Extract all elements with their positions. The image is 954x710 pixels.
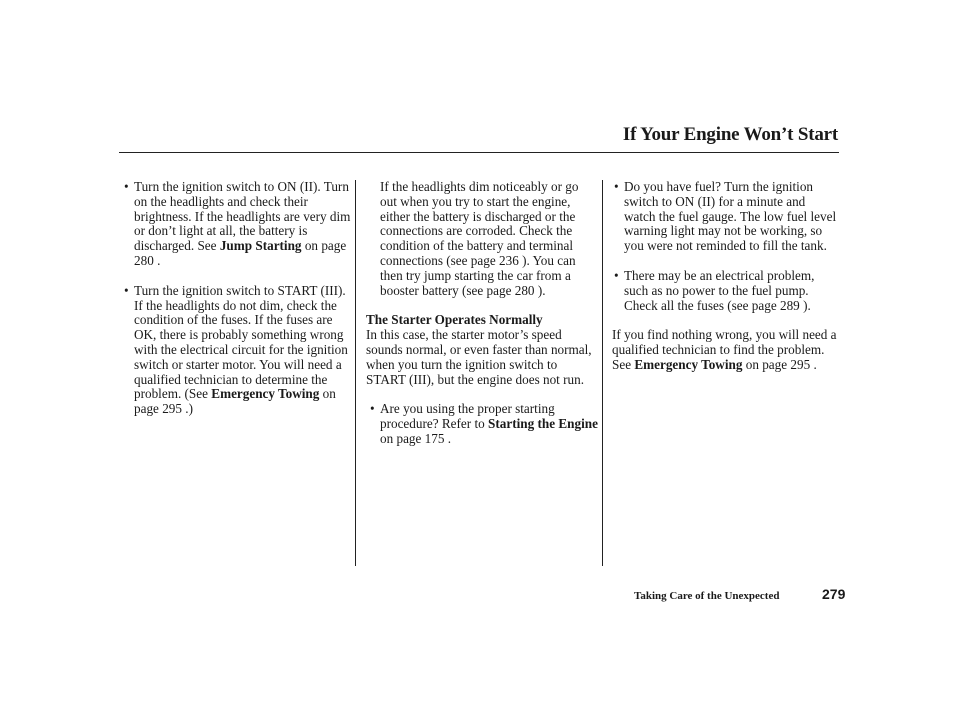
cross-reference-starting-engine[interactable]: Starting the Engine [488,416,598,432]
column-1 [122,180,352,432]
page-title: If Your Engine Won’t Start [622,124,838,145]
bullet-text: There may be an electrical problem, such as no power to the fuel pump. Check all the fuses (see page 289 ). [624,267,815,313]
title-rule [119,152,839,153]
bullet-item-fuel-check [612,180,837,254]
bullet-item-starting-procedure [368,402,598,446]
paragraph-headlights-dim: If the headlights dim noticeably or go out when you try to start the engine, either the battery is discharged or the connections are corroded. Check the condition of the battery and terminal connections (see page 236 ). You can then try jump starting the car from a booster battery (see page 280 ). [380,179,579,298]
bullet-icon: • [614,179,619,194]
column-2 [366,180,598,462]
section-heading-starter-operates: The Starter Operates Normally [366,312,543,328]
column-divider-2 [602,180,603,566]
bullet-item-electrical-problem [612,269,837,313]
bullet-text: Do you have fuel? Turn the ignition switch to ON (II) for a minute and watch the fuel gauge. The low fuel level warning light may not be working, so you were not reminded to fill the tank. [624,179,837,254]
cross-reference-jump-starting[interactable]: Jump Starting [219,238,302,254]
paragraph-starter-normal: In this case, the starter motor’s speed sounds normal, or even faster than normal, when you turn the ignition switch to START (III), but the engine does not run. [366,327,592,387]
cross-reference-emergency-towing[interactable]: Emergency Towing [634,356,743,372]
page-number: 279 [822,586,846,602]
paragraph-text: If you find nothing wrong, you will need a qualified technician to find the problem. See [612,327,837,372]
cross-reference-emergency-towing[interactable]: Emergency Towing [211,386,320,402]
page-reference: on page 280 . [134,238,347,268]
paragraph-nothing-wrong [612,328,837,372]
bullet-text: Turn the ignition switch to START (III). If the headlights do not dim, check the condition of the fuses. If the fuses are OK, there is probably something wrong with the electrical circuit for the ignition switch or starter motor. You will need a qualified technician to determine the problem. (See [134,282,348,402]
footer-section-title: Taking Care of the Unexpected [634,590,780,602]
bullet-icon: • [370,401,375,417]
bullet-icon: • [124,179,129,194]
page-reference: on page 175 . [380,430,452,446]
bullet-item-headlights-check [122,180,352,269]
bullet-icon: • [124,282,129,298]
page-reference: on page 295 .) [134,386,336,417]
bullet-icon: • [614,267,619,283]
column-divider-1 [355,180,356,566]
page-reference: on page 295 . [745,356,817,372]
bullet-text: Are you using the proper starting procedure? Refer to [380,401,555,432]
bullet-text: Turn the ignition switch to ON (II). Turn on the headlights and check their brightness. If the headlights are very dim or don’t light at all, the battery is discharged. See [134,179,351,254]
column-3 [612,180,837,388]
bullet-item-start-check [122,284,352,417]
